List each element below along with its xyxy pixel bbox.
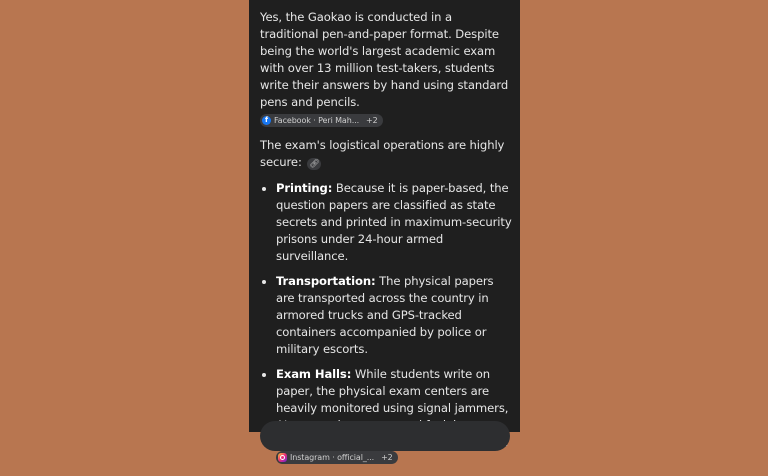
ai-response (260, 9, 512, 476)
security-lead-text: The exam's logistical operations are highly secure: (260, 138, 505, 169)
list-item-title: Exam Halls: (276, 367, 352, 381)
security-paragraph (260, 137, 512, 171)
source-chip-instagram[interactable] (276, 451, 398, 464)
list-item (276, 273, 512, 358)
source-chip-label: Instagram · official_... (290, 453, 375, 462)
intro-paragraph (260, 9, 512, 111)
list-item-title: Transportation: (276, 274, 376, 288)
list-item-text: Because it is paper-based, the question papers are classified as state secrets and printed in maximum-security prisons under 24-hour armed surveillance. (276, 181, 512, 263)
intro-text: Yes, the Gaokao is conducted in a traditional pen-and-paper format. Despite being the world's largest academic exam with over 13 million test-takers, students write their answers by hand using standard pens and pencils. (260, 10, 509, 109)
instagram-icon (278, 453, 287, 462)
list-item (276, 180, 512, 265)
link-icon[interactable]: 🔗︎ (309, 159, 320, 168)
source-chip-label: Facebook · Peri Mah... (274, 116, 360, 125)
facebook-icon: f (262, 116, 271, 125)
list-item (276, 366, 512, 468)
source-chip-facebook[interactable] (260, 114, 383, 127)
list-item-text: While students write on paper, the physical exam centers are heavily monitored using signal jammers, (276, 367, 509, 415)
source-chip-more: +2 (381, 453, 393, 462)
prompt-input-bar[interactable] (260, 421, 510, 451)
source-chip-more: +2 (366, 116, 378, 125)
list-item-text: The physical papers are transported across the country in armored trucks and GPS-tracked containers accompanied by police or military escorts. (276, 274, 494, 356)
list-item-title: Printing: (276, 181, 333, 195)
chat-panel (249, 0, 520, 462)
